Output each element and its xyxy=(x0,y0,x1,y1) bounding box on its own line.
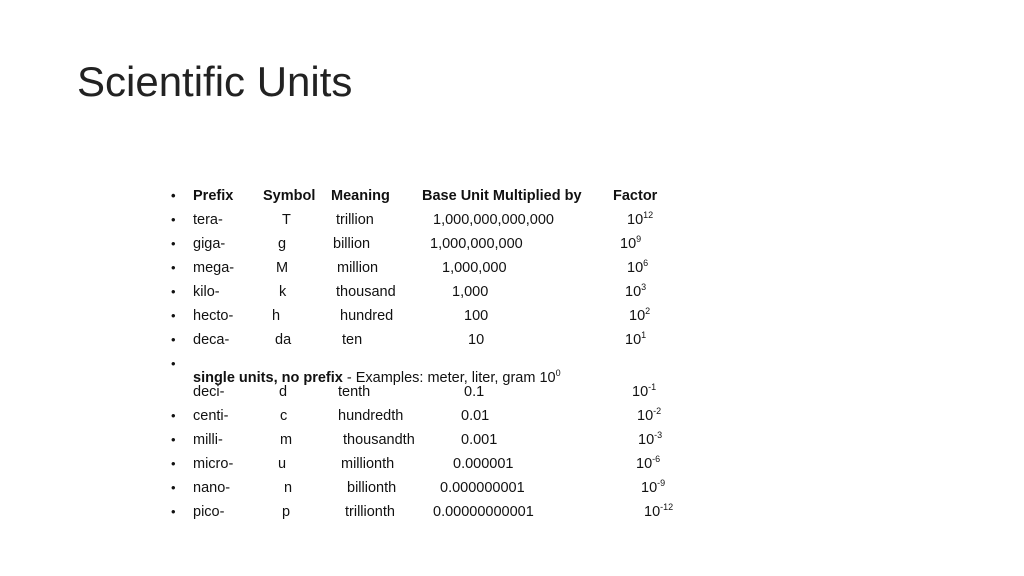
row-prefix: kilo- xyxy=(193,284,220,300)
row-meaning: trillionth xyxy=(345,504,395,520)
table-row xyxy=(0,234,1024,254)
row-prefix: deci- xyxy=(193,384,225,400)
single-units-examples: - Examples: meter, liter, gram 10 xyxy=(342,370,556,386)
row-symbol: k xyxy=(279,284,287,300)
row-factor: $10^{-12}$ xyxy=(644,502,674,520)
row-symbol: da xyxy=(275,332,292,348)
row-meaning: thousand xyxy=(336,284,396,300)
row-meaning: hundred xyxy=(340,308,394,324)
row-symbol: M xyxy=(276,260,289,276)
row-factor: $10^{-1}$ xyxy=(632,382,657,400)
row-value: 0.000000001 xyxy=(440,480,525,496)
table-row xyxy=(0,478,1024,498)
bullet: • xyxy=(171,408,176,423)
row-factor: $10^3$ xyxy=(625,282,647,300)
row-value: 0.000001 xyxy=(453,456,514,472)
row-symbol: h xyxy=(272,308,281,324)
bullet: • xyxy=(171,332,176,347)
row-meaning: ten xyxy=(342,332,363,348)
table-row xyxy=(0,258,1024,278)
row-factor: $10^2$ xyxy=(629,306,651,324)
row-meaning: tenth xyxy=(338,384,371,400)
row-meaning: trillion xyxy=(336,212,374,228)
row-symbol: p xyxy=(282,504,291,520)
table-row xyxy=(0,330,1024,350)
row-factor: $10^{-2}$ xyxy=(637,406,662,424)
row-prefix: hecto- xyxy=(193,308,234,324)
row-prefix: pico- xyxy=(193,504,225,520)
row-value: 1,000,000,000 xyxy=(430,236,523,252)
single-units-label: single units, no prefix xyxy=(193,370,343,386)
bullet: • xyxy=(171,188,176,203)
row-factor: $10^9$ xyxy=(620,234,642,252)
row-prefix: milli- xyxy=(193,432,223,448)
row-value: 0.01 xyxy=(461,408,490,424)
bullet: • xyxy=(171,356,176,371)
header-factor: Factor xyxy=(613,188,658,204)
bullet: • xyxy=(171,236,176,251)
table-row xyxy=(0,306,1024,326)
row-value: 10 xyxy=(468,332,485,348)
row-value: 0.001 xyxy=(461,432,498,448)
row-value: 1,000,000,000,000 xyxy=(433,212,554,228)
bullet: • xyxy=(171,260,176,275)
header-symbol: Symbol xyxy=(263,188,316,204)
bullet: • xyxy=(171,480,176,495)
row-value: 0.00000000001 xyxy=(433,504,534,520)
bullet: • xyxy=(171,456,176,471)
row-symbol: T xyxy=(282,212,291,228)
row-meaning: million xyxy=(337,260,379,276)
row-factor: $10^{12}$ xyxy=(627,210,654,228)
row-meaning: hundredth xyxy=(338,408,404,424)
row-value: 1,000,000 xyxy=(442,260,507,276)
table-row xyxy=(0,406,1024,426)
row-symbol: m xyxy=(280,432,293,448)
bullet: • xyxy=(171,308,176,323)
row-value: 0.1 xyxy=(464,384,485,400)
header-prefix: Prefix xyxy=(193,188,234,204)
row-symbol: g xyxy=(278,236,287,252)
row-factor: $10^{-3}$ xyxy=(638,430,663,448)
row-prefix: tera- xyxy=(193,212,223,228)
row-meaning: thousandth xyxy=(343,432,415,448)
row-factor: $10^1$ xyxy=(625,330,647,348)
row-meaning: millionth xyxy=(341,456,395,472)
bullet: • xyxy=(171,432,176,447)
header-base-unit: Base Unit Multiplied by xyxy=(422,188,582,204)
bullet: • xyxy=(171,504,176,519)
table-row xyxy=(0,430,1024,450)
row-meaning: billion xyxy=(333,236,371,252)
row-prefix: giga- xyxy=(193,236,226,252)
table-row xyxy=(0,502,1024,522)
header-meaning: Meaning xyxy=(331,188,390,204)
table-row xyxy=(0,454,1024,474)
row-meaning: billionth xyxy=(347,480,397,496)
bullet: • xyxy=(171,212,176,227)
row-symbol: u xyxy=(278,456,287,472)
slide-title: Scientific Units xyxy=(77,58,353,105)
row-factor: $10^{-6}$ xyxy=(636,454,661,472)
table-row xyxy=(0,282,1024,302)
row-value: 100 xyxy=(464,308,489,324)
row-factor: $10^{-9}$ xyxy=(641,478,666,496)
row-prefix: nano- xyxy=(193,480,231,496)
header-row xyxy=(0,186,1024,206)
single-units-exponent: 0 xyxy=(555,368,561,379)
table-row xyxy=(0,382,1024,402)
row-symbol: d xyxy=(279,384,288,400)
row-prefix: micro- xyxy=(193,456,234,472)
row-symbol: c xyxy=(280,408,288,424)
row-prefix: mega- xyxy=(193,260,235,276)
row-prefix: centi- xyxy=(193,408,229,424)
bullet: • xyxy=(171,284,176,299)
row-symbol: n xyxy=(284,480,293,496)
row-prefix: deca- xyxy=(193,332,230,348)
row-factor: $10^6$ xyxy=(627,258,649,276)
table-row xyxy=(0,210,1024,230)
row-value: 1,000 xyxy=(452,284,489,300)
